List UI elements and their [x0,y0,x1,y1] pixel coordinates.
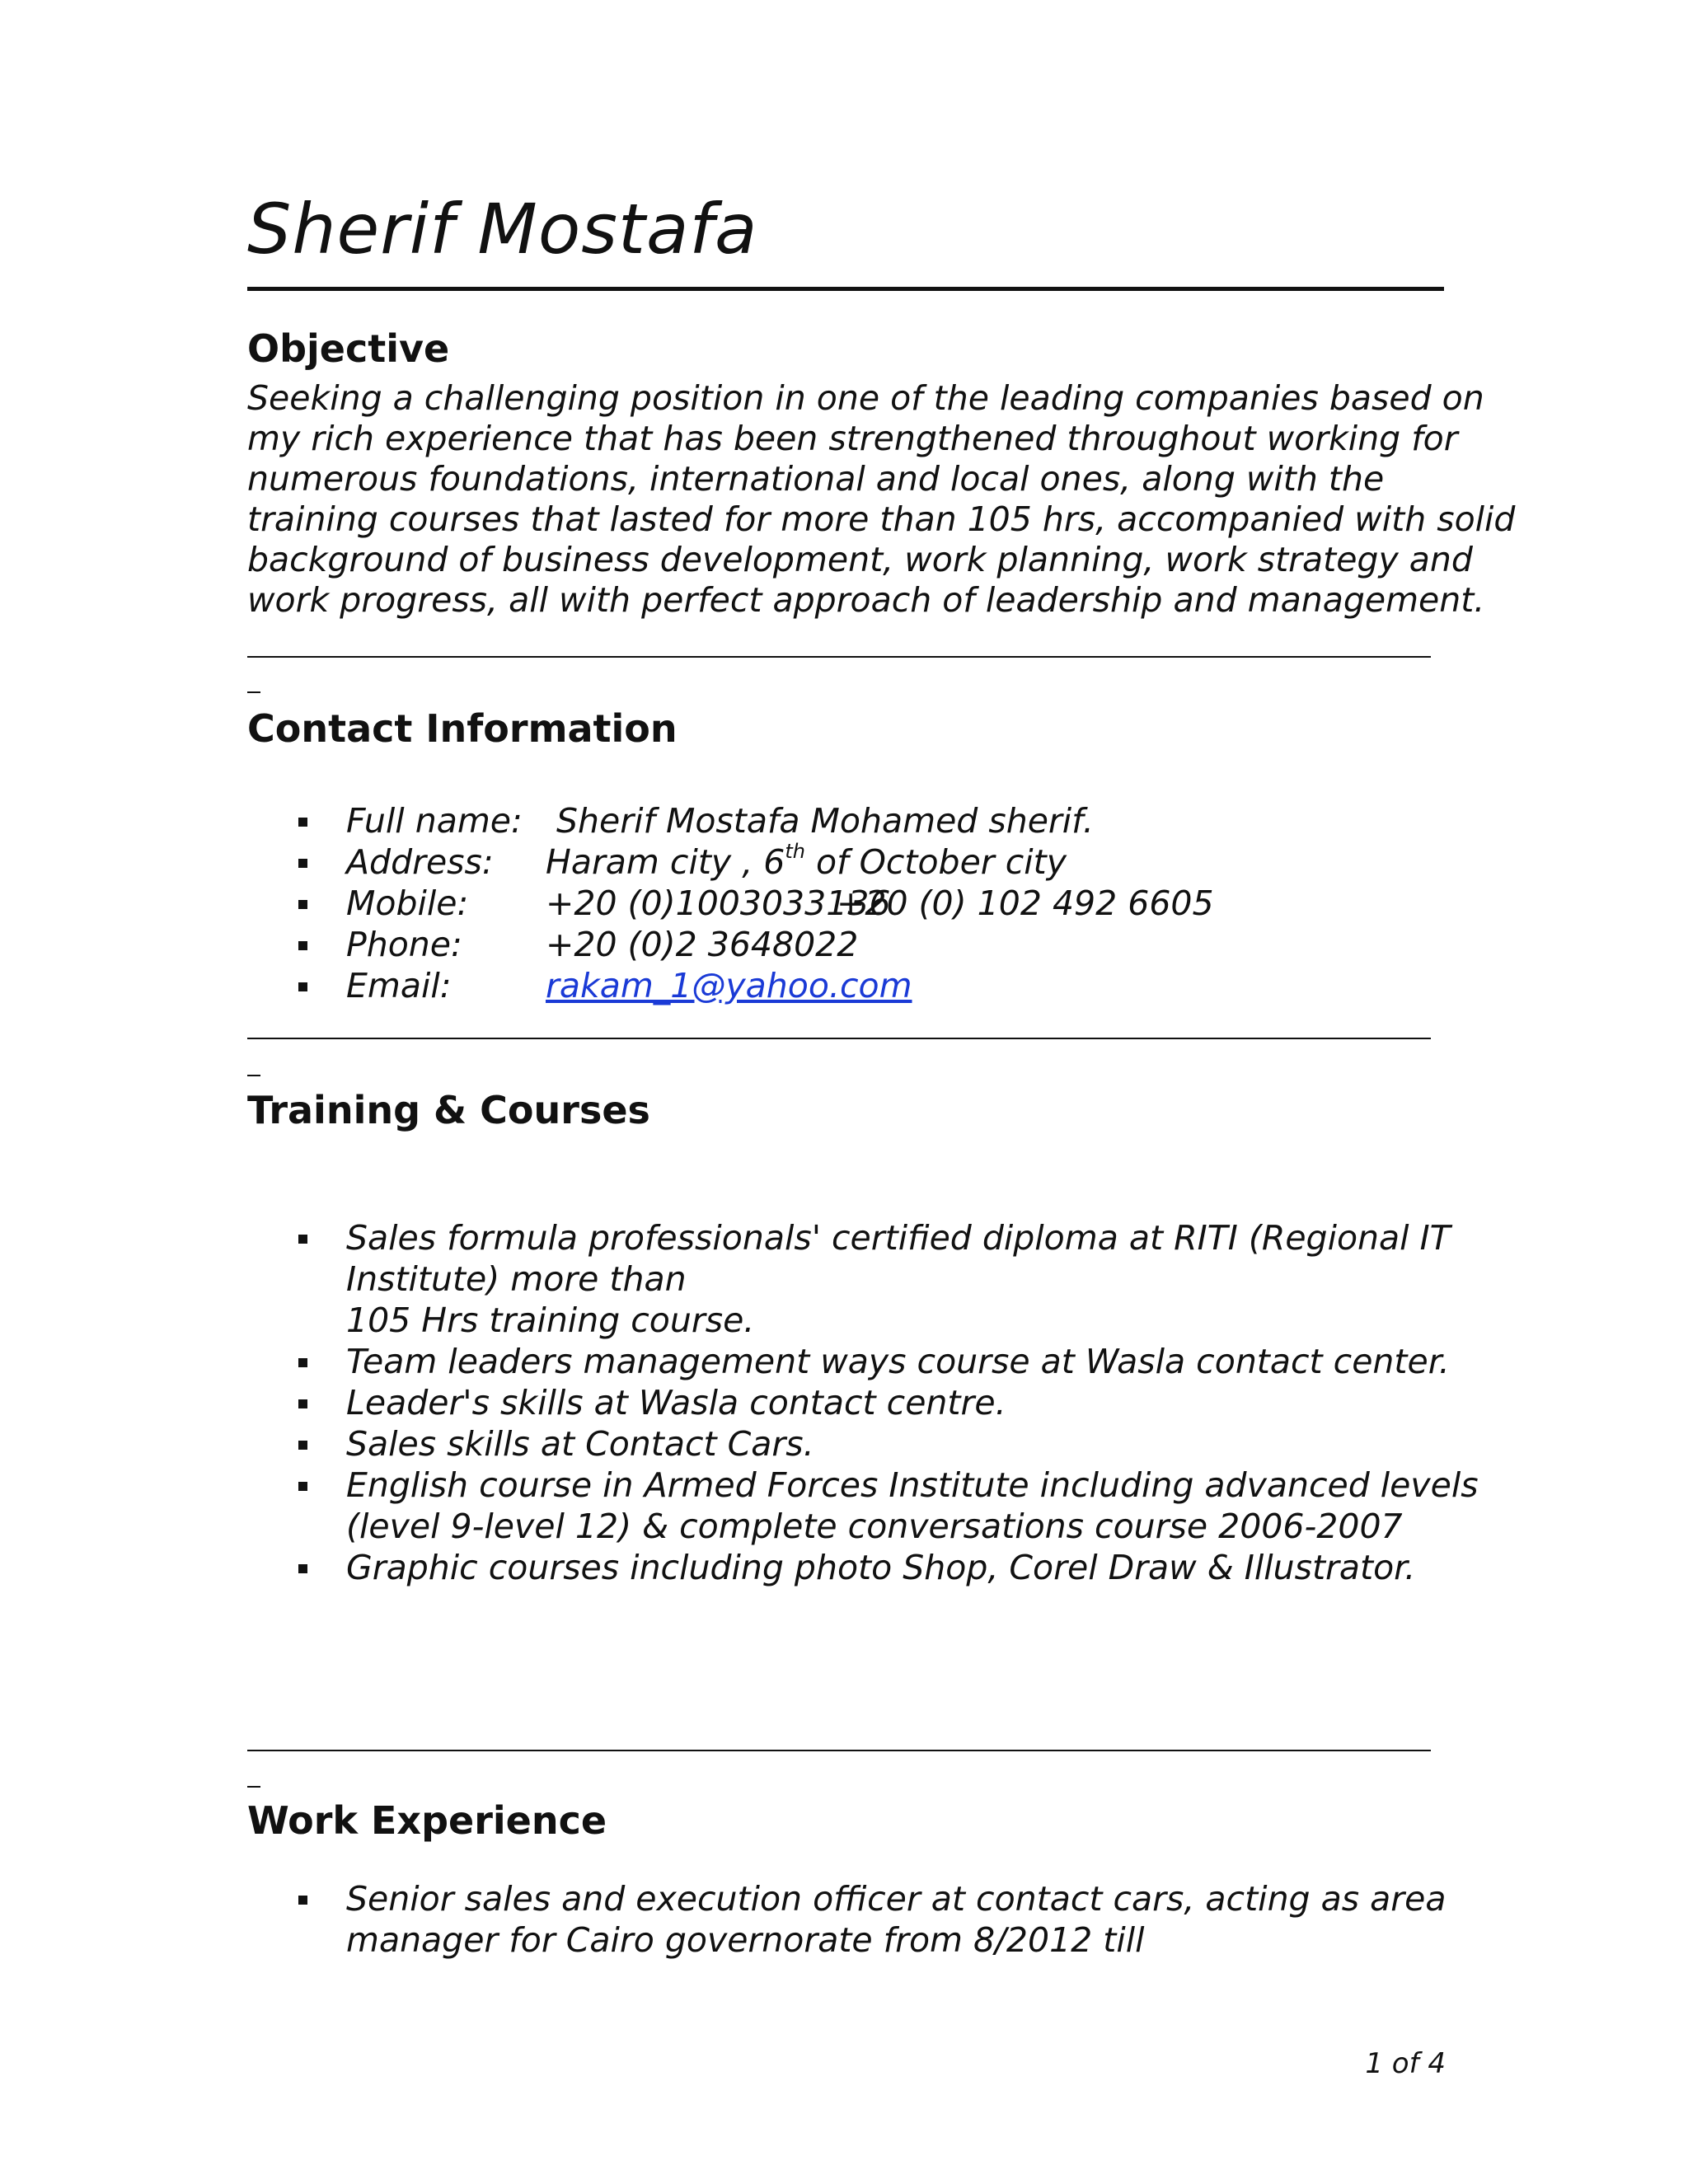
training-item-line: (level 9-level 12) & complete conversations course 2006-2007 [346,1507,1403,1546]
bullet-icon [298,1564,307,1573]
mobile-value-2: +20 (0) 102 492 6605 [837,883,1214,923]
work-item [247,1879,1451,1961]
address-label: Address: [346,842,494,882]
work-heading: Work Experience [247,1798,607,1843]
contact-list [247,801,1451,1007]
contact-email [247,966,1451,1007]
work-item-line: manager for Cairo governorate from 8/2012 till [346,1920,1145,1960]
divider-dash [247,1786,260,1788]
contact-full-name [247,801,1451,842]
training-item [247,1342,1451,1383]
bullet-icon [298,1399,307,1408]
section-divider [247,1750,1431,1751]
mobile-value-1: +20 (0)1003033136 [546,883,891,923]
training-heading: Training & Courses [247,1088,650,1132]
name-underline [247,287,1444,291]
address-superscript: th [785,840,805,864]
contact-mobile [247,883,1451,925]
candidate-name: Sherif Mostafa [247,189,758,269]
training-item-line: 105 Hrs training course. [346,1301,755,1340]
address-part: Haram city , 6 [546,842,785,882]
divider-dash [247,691,260,693]
training-item [247,1424,1451,1465]
objective-line: background of business development, work planning, work strategy and [247,540,1473,579]
training-item-line: Sales formula professionals' certified diploma at RITI (Regional IT [346,1218,1451,1258]
training-list [247,1218,1479,1589]
objective-heading: Objective [247,326,450,371]
bullet-icon [298,900,307,909]
work-item-line: Senior sales and execution officer at contact cars, acting as area [346,1879,1447,1919]
full-name-value: Sherif Mostafa Mohamed sherif. [556,801,1094,841]
objective-line: numerous foundations, international and local ones, along with the [247,459,1385,499]
training-item-line: Graphic courses including photo Shop, Corel Draw & Illustrator. [346,1548,1416,1587]
objective-line: training courses that lasted for more than 105 hrs, accompanied with solid [247,499,1516,539]
objective-line: work progress, all with perfect approach of leadership and management. [247,580,1485,620]
bullet-icon [298,982,307,991]
training-item-line: Institute) more than [346,1259,687,1299]
email-link[interactable]: rakam_1@yahoo.com [546,966,912,1005]
objective-line: Seeking a challenging position in one of the leading companies based on [247,378,1484,418]
contact-address [247,842,1451,883]
address-value [546,842,1067,882]
full-name-label: Full name: [346,801,523,841]
mobile-label: Mobile: [346,883,469,923]
bullet-icon [298,1482,307,1491]
training-item-line: English course in Armed Forces Institute including advanced levels [346,1465,1479,1505]
page-number: 1 of 4 [1365,2047,1446,2080]
contact-heading: Contact Information [247,706,678,751]
bullet-icon [298,1441,307,1450]
bullet-icon [298,818,307,827]
bullet-icon [298,1235,307,1244]
phone-label: Phone: [346,925,462,964]
objective-line: my rich experience that has been strengthened throughout working for [247,419,1458,458]
bullet-icon [298,941,307,950]
bullet-icon [298,1358,307,1367]
training-item [247,1218,1451,1342]
bullet-icon [298,1896,307,1905]
training-item [247,1465,1479,1548]
training-item [247,1548,1451,1589]
objective-text [247,378,1516,621]
bullet-icon [298,859,307,868]
training-item-line: Leader's skills at Wasla contact centre. [346,1383,1006,1422]
email-label: Email: [346,966,452,1005]
work-list [247,1879,1451,1961]
contact-phone [247,925,1451,966]
divider-dash [247,1075,260,1076]
address-part: of October city [805,842,1067,882]
phone-value: +20 (0)2 3648022 [546,925,859,964]
training-item-line: Team leaders management ways course at Wasla contact center. [346,1342,1450,1381]
section-divider [247,1038,1431,1039]
section-divider [247,656,1431,658]
training-item-line: Sales skills at Contact Cars. [346,1424,814,1464]
training-item [247,1383,1451,1424]
